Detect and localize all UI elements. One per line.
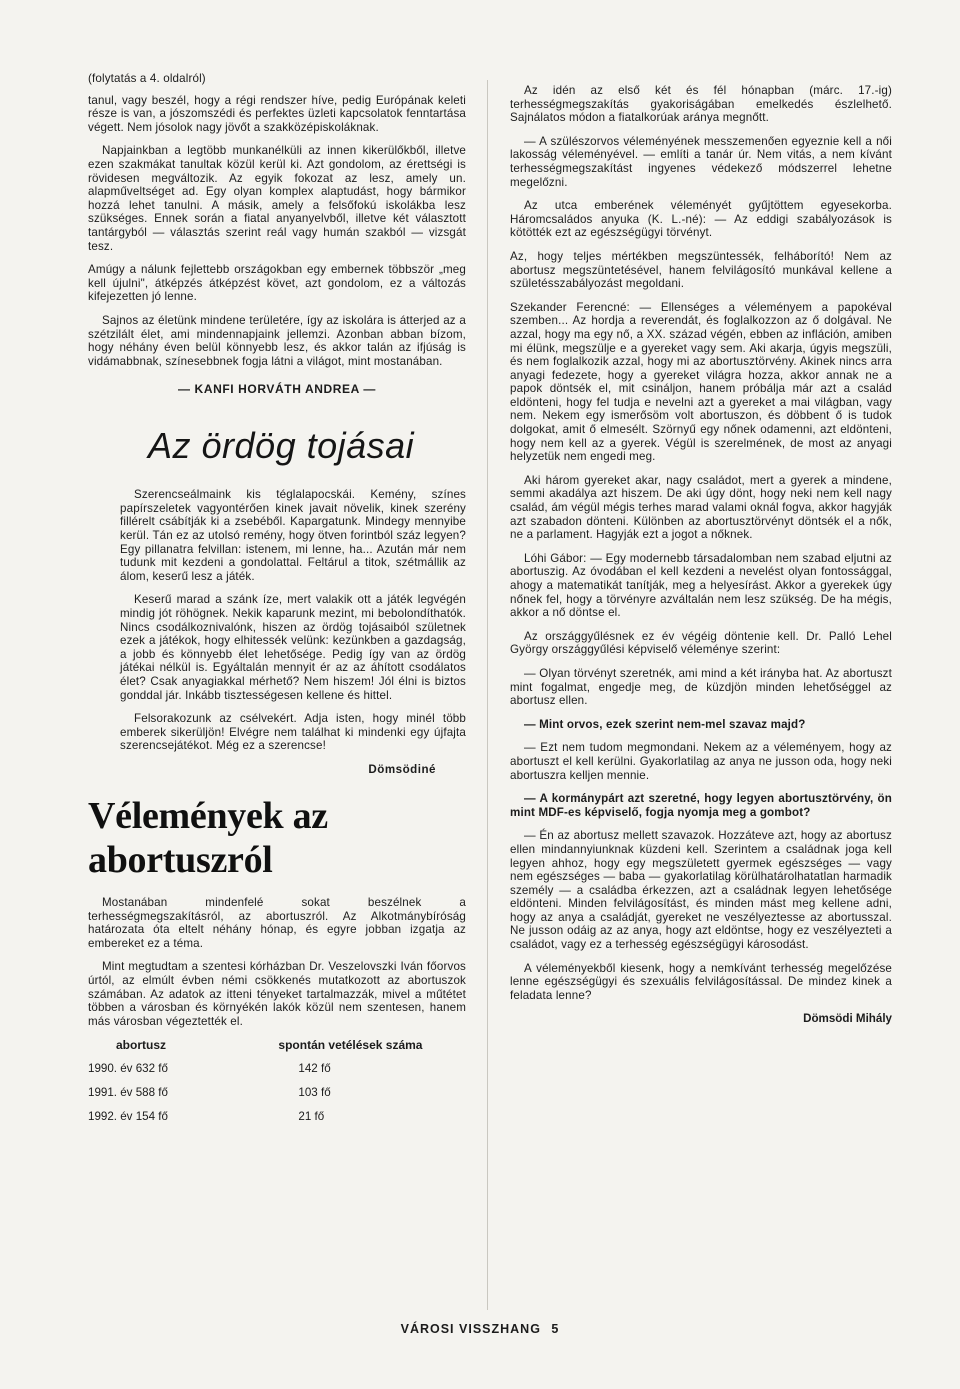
opinions-paragraph: Aki három gyereket akar, nagy családot, mert a gyerek a mindene, semmi akadálya azt hiszem. De aki úgy dönt, hogy neki nem kell nagy család, ám végül mégis terhes marad valami oknál fogva, akkor hagyják azt szabadon dönteni. Különben az abortusztörvényt döntsék el a nők, ne a parlament. Hagyják ezt a jogot a nőknek. xyxy=(510,473,892,542)
table-cell: 142 fő xyxy=(298,1062,331,1076)
table-header: spontán vetélések száma xyxy=(278,1038,423,1053)
table-header-row xyxy=(88,1038,466,1062)
table-row xyxy=(88,1086,466,1110)
abortion-statistics-table xyxy=(88,1038,466,1134)
page-number: 5 xyxy=(551,1322,560,1336)
opinions-title: Vélemények az abortuszról xyxy=(88,794,328,881)
table-cell: 1992. év 154 fő xyxy=(88,1110,168,1124)
closing-paragraph: A véleményekből kiesenk, hogy a nemkívánt terhesség megelőzése lenne egészségügyi és szexuális felvilágosítással. De mindez kinek a feladata lenne? xyxy=(510,961,892,1002)
story-signature: Dömsödiné xyxy=(368,762,436,776)
story-body xyxy=(120,488,466,776)
continuation-note: (folytatás a 4. oldalról) xyxy=(88,72,206,85)
table-cell: 103 fő xyxy=(298,1086,331,1100)
table-cell: 21 fő xyxy=(298,1110,325,1124)
interview-answer: — Én az abortusz mellett szavazok. Hozzáteve azt, hogy az abortusz ellen mindannyiunknak küzdeni kell. Szerintem a családnak joga kell legyen ahhoz, hogy egy megszületett gyermek egészséges — vagy nem egészséges — baba — gyakorlatilag körülhatárolhatatlan harmadik személy — a családba érkezzen, azt a családnak legyen lehetősége eldönteni. Minden felvilágosítást, és minden mást meg kellene adni, hogy az anya a családját, gyereket ne veszélyeztesse az abortusszal. Ne jusson odáig az az anya, hogy azt eldöntse, hogy ez veszélyezteti a családot, vagy ez a terhesség egészségügyi károsodást. xyxy=(510,829,892,952)
story-paragraph: Szerencseálmaink kis téglalapocskái. Kemény, színes papírszeletek vagyontérően kinek javait növelik, kinek szerény fillérelt csábítják ki a zsebéből. Kapargatunk. Mindegy mennyibe kerül. Tán ez az utolsó remény, hogy ötven forintból száz legyen? Egy pillanatra felvillan: istenem, mi lenne, ha... Azután már nem tudunk mit kezdeni a gondolattal. Feltárul a titok, szétmállik az álom, keserű lesz a játék. xyxy=(120,488,466,583)
opinions-paragraph: Mostanában mindenfelé sokat beszélnek a terhességmegszakításról, az abortuszról. Az Alkotmánybíróság határozata óta eltelt néhány hónap, és egyre jobban izgatja az embereket ez a téma. xyxy=(88,895,466,950)
author-byline: — KANFI HORVÁTH ANDREA — xyxy=(178,382,376,397)
article-paragraph: Napjainkban a legtöbb munkanélküli az innen kikerülőkből, illetve ezen szakmákat tanultak közül kerül ki. Azt gondolom, az érettségi is rövidesen megváltozik. Az egyik fokozat az lesz, amely un. alapműveltséget ad. Egy olyan komplex alaptudást, hogy bármikor hozzá lehet tanulni. A másik, amely a felsőfokú iskolákba lesz szükséges. Ennek során a fiatal anyanyelvből, illetve két választott tantárgyból — választás szerint reál vagy humán szakból — vizsgát tesz. xyxy=(88,144,466,253)
article-paragraph: Amúgy a nálunk fejlettebb országokban egy embernek többször „meg kell újulni", átképzés átképzést követ, azt gondolom, ez a változás kifejezetten jó lenne. xyxy=(88,263,466,304)
article-paragraph: Sajnos az életünk mindene területére, így az iskolára is átterjed az a szétzilált élet, ami mindennapjaink jellemzi. Azonban abban bízom, hogy néhány éven belül könnyebb lesz, és akkor talán az ifjúság is vidámabbnak, színesebbnek fogja látni a világot, mint mostanában. xyxy=(88,313,466,368)
opinions-paragraph: Az, hogy teljes mértékben megszüntessék, felháborító! Nem az abortusz megszüntetésével, hanem felvilágosító munkával kellene a születésszabályozást megoldani. xyxy=(510,249,892,291)
interview-question: — A kormánypárt azt szeretné, hogy legyen abortusztörvény, ön mint MDF-es képviselő, fogja nyomja meg a gombot? xyxy=(510,792,892,819)
opinions-paragraph: Az idén az első két és fél hónapban (márc. 17.-ig) terhességmegszakítás gyakoriságában emelkedés észlelhető. Sajnálatos módon a fiatalkorúak aránya megnőtt. xyxy=(510,84,892,125)
newspaper-name: VÁROSI VISSZHANG xyxy=(400,1322,541,1336)
opinions-paragraph: — A szülészorvos véleményének messzemenően egyeznie kell a női lakosság véleményével. — említi a tanár úr. Nem vitás, a nem kívánt terhességmegszakítást ingyenes védekező módszerrel lehetne megelőzni. xyxy=(510,134,892,189)
table-cell: 1991. év 588 fő xyxy=(88,1086,168,1100)
interview-answer: — Ezt nem tudom megmondani. Nekem az a véleményem, hogy az abortuszt el kell kerülni. Gyakorlatilag az anya ne jusson oda, hogy neki abortuszra kelljen mennie. xyxy=(510,741,892,782)
author-signature: Dömsödi Mihály xyxy=(803,1012,892,1026)
table-row xyxy=(88,1110,466,1134)
article-paragraph: tanul, vagy beszél, hogy a régi rendszer híve, pedig Európának keleti része is van, a jószomszédi és perfektes üzleti kapcsolatok fenntartása végett. Nem jósolok nagy jövőt a szakközépiskoláknak. xyxy=(88,93,466,134)
opinions-paragraph: — Olyan törvényt szeretnék, ami mind a két irányba hat. Az abortuszt mint fogalmat, engedje meg, de küzdjön minden lehetőséggel az abortusz ellen. xyxy=(510,666,892,708)
interview-question: — Mint orvos, ezek szerint nem-mel szavaz majd? xyxy=(524,717,806,731)
right-column xyxy=(510,84,892,1025)
opinions-paragraph: Az országgyűlésnek ez év végéig döntenie kell. Dr. Palló Lehel György országgyűlési képviselő véleménye szerint: xyxy=(510,629,892,657)
left-column xyxy=(88,72,466,1134)
table-row xyxy=(88,1062,466,1086)
page-footer xyxy=(0,1322,960,1336)
opinions-paragraph: Az utca emberének véleményét gyűjtöttem egyesekorba. Háromcsaládos anyuka (K. L.-né): — Az eddigi szabályozások is kötötték ezt az egészségügyi törvényt. xyxy=(510,199,892,240)
table-cell: 1990. év 632 fő xyxy=(88,1062,168,1076)
opinions-paragraph: Lóhi Gábor: — Egy modernebb társadalomban nem szabad eljutni az abortuszig. Az óvodában el kell kezdeni a nevelést olyan fontossággal, ahogy a matematikát tanítják, meg a helyesírást. Akkor a gyerekek úgy nőnek fel, hogy a törvényre azváltalán nem lesz szükség. De ha mégis, akkor a nő döntse el. xyxy=(510,551,892,620)
story-paragraph: Keserű marad a szánk íze, mert valakik ott a játék legvégén mindig jót röhögnek. Nekik kaparunk mezint, mi bebolondíthatók. Nincs csodálkoznivalónk, hiszen az ördög tojásaiból születnek ezek a játékok, hogy elhitessék velünk: kezünkben a gazdagság, a jobb és könnyebb élet lehetősége. Pedig így van az ördög játékai nélkül is. Egyáltalán mennyit ér az az áhított csodálatos élet? Csak anyagiakkal mérhető? Nem hiszem! Jól élni is biztos gonddal jár. Inkább tisztességesen kellene és hittel. xyxy=(120,593,466,702)
story-paragraph: Felsorakozunk az csélvekért. Adja isten, hogy minél több emberek sikerüljön! Elvégre nem találhat ki mindenki egy újfajta szerencsejátékot. Még ez a szerencse! xyxy=(120,712,466,753)
opinions-paragraph: Mint megtudtam a szentesi kórházban Dr. Veszelovszki Iván főorvos úrtól, az elmúlt évben némi csökkenés mutatkozott az abortuszok számában. Az adatok az itteni tényeket tartalmazzák, mivel a műtétet többen a városban és környékén lakók közül nem szentesen, hanem más városban végeztették el. xyxy=(88,960,466,1028)
opinions-paragraph: Szekander Ferencné: — Ellenséges a véleményem a papokéval szemben... Az hordja a reverendát, és foglalkozzon az ő dolgával. Ne azzal, hogy ma egy nő, a XX. század végén, ebben az infláción, amiben mi élünk, megszülje e a gyereket vagy sem. Aki akarja, úgyis megszüli, és nem foglalkozik azzal, hogy mi az abortusztörvény. Akinek nincs arra anyagi fedezete, hogy a gyereket világra hozza, akkor annak ne a papok döntsék el, mit csináljon, hanem próbálja már azt a család eldönteni, hogy fel tudja e nevelni azt a gyereket a mai világban, vagy nem. Nekem egy ismerősöm volt abortuszon, és döbbent ő is tudok dolgokat, amit ő elmesélt. Szörnyű egy nőnek odamenni, azt eldönteni, hogy nem kell az a gyerek. Végül is szerelmének, de most az anyagi helyzetük nem engedi meg. xyxy=(510,300,892,464)
story-title: Az ördög tojásai xyxy=(148,425,415,467)
table-header: abortusz xyxy=(116,1038,167,1053)
column-divider xyxy=(487,80,488,1310)
